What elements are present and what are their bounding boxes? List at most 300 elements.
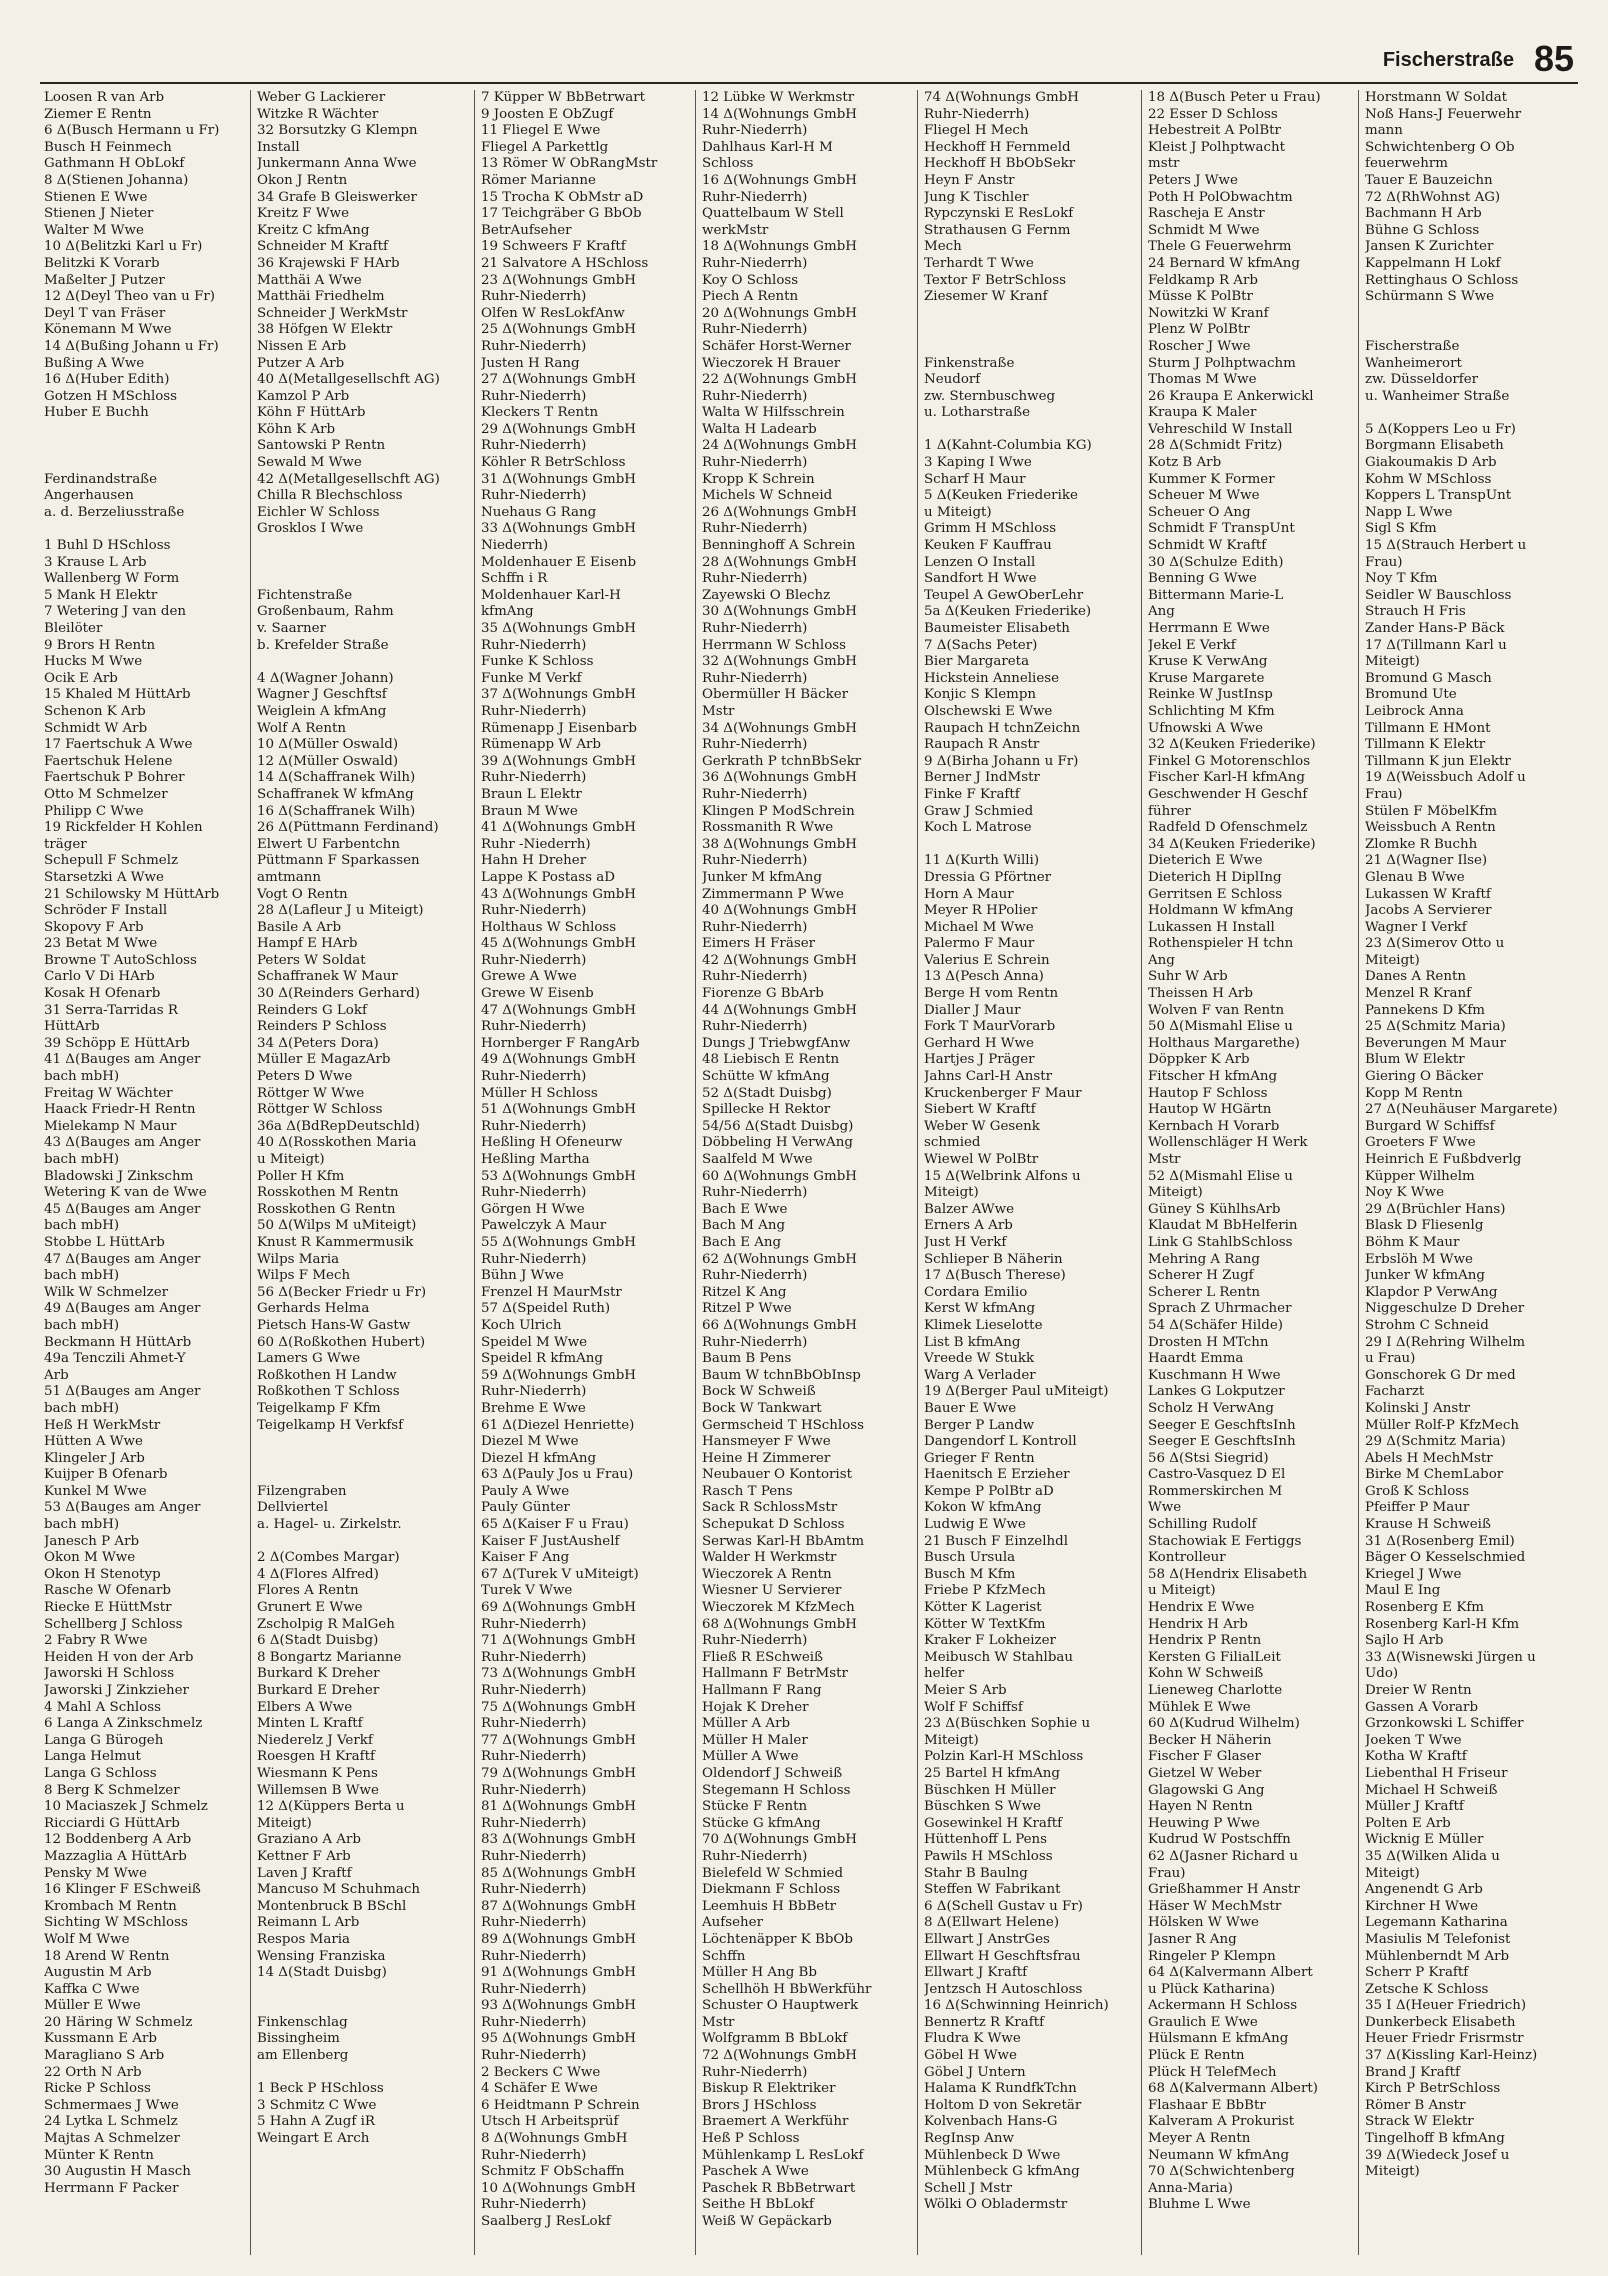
directory-entry: Kriegel J Wwe	[1365, 1566, 1462, 1582]
directory-entry: Nissen E Arb	[257, 338, 347, 354]
directory-entry	[1365, 322, 1585, 339]
directory-entry: Schlichting M Kfm	[1148, 703, 1275, 719]
directory-entry: Kohn W Schweiß	[1148, 1666, 1264, 1682]
directory-entry: Wilk W Schmelzer	[44, 1284, 169, 1300]
directory-entry: 12 Δ(Küppers Berta u	[257, 1799, 405, 1815]
directory-entry: 13 Δ(Pesch Anna)	[924, 969, 1044, 985]
directory-entry: 10 Δ(Wohnungs GmbH	[481, 2180, 636, 2196]
directory-entry: Scherer L Rentn	[1148, 1284, 1260, 1300]
directory-entry: Ringeler P Klempn	[1148, 1948, 1276, 1964]
directory-entry: Ruhr-Niederrh)	[702, 1268, 808, 1284]
directory-entry: Jacobs A Servierer	[1365, 903, 1492, 919]
directory-entry: Serwas Karl-H BbAmtm	[702, 1533, 865, 1549]
directory-entry: 5 Δ(Koppers Leo u Fr)	[1365, 421, 1516, 437]
directory-entry: 24 Bernard W kfmAng	[1148, 255, 1300, 271]
directory-entry: Frau)	[1148, 1865, 1186, 1881]
directory-entry: Graziano A Arb	[257, 1832, 361, 1848]
directory-entry: 28 Δ(Lafleur J u Miteigt)	[257, 903, 424, 919]
directory-entry: Valerius E Schrein	[924, 952, 1050, 968]
directory-entry: Heckhoff H Fernmeld	[924, 139, 1071, 155]
directory-entry: Ruhr-Niederrh)	[481, 1815, 587, 1831]
directory-entry: Pauly A Wwe	[481, 1483, 570, 1499]
directory-entry: Ruhr-Niederrh)	[481, 2197, 587, 2213]
directory-entry: Mühlenbeck D Wwe	[924, 2147, 1061, 2163]
directory-entry: 47 Δ(Wohnungs GmbH	[481, 1002, 636, 1018]
directory-entry: Herrmann F Packer	[44, 2180, 179, 2196]
directory-entry: 6 Δ(Schell Gustav u Fr)	[924, 1898, 1083, 1914]
directory-entry: 17 Δ(Busch Therese)	[924, 1268, 1066, 1284]
directory-entry: Kappelmann H Lokf	[1365, 255, 1501, 271]
directory-entry	[924, 339, 1144, 356]
directory-entry: Siebert W Kraftf	[924, 1102, 1036, 1118]
directory-entry: Mancuso M Schuhmach	[257, 1882, 420, 1898]
directory-entry: 15 Trocha K ObMstr aD	[481, 189, 644, 205]
directory-entry: Miteigt)	[924, 1185, 979, 1201]
directory-entry: Haardt Emma	[1148, 1351, 1244, 1367]
directory-entry: Holtom D von Sekretär	[924, 2097, 1082, 2113]
directory-entry: Neudorf	[924, 372, 981, 388]
directory-entry: Belitzki K Vorarb	[44, 255, 160, 271]
directory-entry: Ruhr-Niederrh)	[702, 521, 808, 537]
directory-entry: Sigl S Kfm	[1365, 521, 1437, 537]
directory-entry: Schuster O Hauptwerk	[702, 1998, 859, 2014]
directory-entry: Neubauer O Kontorist	[702, 1467, 852, 1483]
directory-entry: Jansen K Zurichter	[1365, 239, 1494, 255]
directory-entry: Kokon W kfmAng	[924, 1500, 1042, 1516]
directory-entry: Halama K RundfkTchn	[924, 2081, 1077, 2097]
directory-entry: Rosenberg Karl-H Kfm	[1365, 1616, 1520, 1632]
directory-entry: 9 Δ(Birha Johann u Fr)	[924, 753, 1079, 769]
directory-entry: Pensky M Wwe	[44, 1865, 147, 1881]
directory-entry: Hampf E HArb	[257, 936, 358, 952]
directory-entry: Ruhr-Niederrh)	[481, 1019, 587, 1035]
directory-entry: Seithe H BbLokf	[702, 2197, 814, 2213]
directory-entry: Heßling H Ofeneurw	[481, 1135, 623, 1151]
directory-entry: Krombach M Rentn	[44, 1898, 177, 1914]
directory-entry: Ruhr-Niederrh)	[702, 388, 808, 404]
directory-entry: Lukassen H Install	[1148, 919, 1275, 935]
directory-entry: 34 Δ(Peters Dora)	[257, 1035, 379, 1051]
directory-entry: Erners A Arb	[924, 1218, 1013, 1234]
directory-entry: Ruhr-Niederrh)	[481, 1749, 587, 1765]
directory-entry: Wolven F van Rentn	[1148, 1002, 1285, 1018]
directory-entry: Fischer Karl-H kfmAng	[1148, 770, 1305, 786]
directory-entry: Lankes G Lokputzer	[1148, 1384, 1285, 1400]
directory-entry: 53 Δ(Bauges am Anger	[44, 1500, 201, 1516]
directory-entry: Kaiser F Ang	[481, 1550, 570, 1566]
directory-entry: Müller H Schloss	[481, 1085, 598, 1101]
directory-entry: Ruhr-Niederrh)	[702, 189, 808, 205]
directory-entry: Sewald M Wwe	[257, 455, 362, 471]
directory-entry	[257, 555, 477, 572]
directory-entry: Ruhr-Niederrh)	[702, 969, 808, 985]
directory-entry: 91 Δ(Wohnungs GmbH	[481, 1965, 636, 1981]
directory-entry: Wiesmann K Pens	[257, 1765, 378, 1781]
directory-entry: Langa G Schloss	[44, 1765, 157, 1781]
directory-entry: Okon M Wwe	[44, 1550, 136, 1566]
directory-entry: Rothenspieler H tchn	[1148, 936, 1294, 952]
directory-entry: Dungs J TriebwgfAnw	[702, 1035, 851, 1051]
directory-entry: 19 Δ(Berger Paul uMiteigt)	[924, 1384, 1109, 1400]
directory-entry: 83 Δ(Wohnungs GmbH	[481, 1832, 636, 1848]
directory-entry: Teupel A GewOberLehr	[924, 587, 1084, 603]
directory-entry: Cordara Emilio	[924, 1284, 1028, 1300]
directory-entry: Bühn J Wwe	[481, 1268, 564, 1284]
directory-entry: Kersten G FilialLeit	[1148, 1649, 1281, 1665]
directory-entry: Kuschmann H Wwe	[1148, 1367, 1281, 1383]
directory-entry: 16 Δ(Wohnungs GmbH	[702, 172, 857, 188]
directory-entry: Herrmann E Wwe	[1148, 621, 1270, 636]
directory-entry: Ziesemer W Kranf	[924, 289, 1048, 305]
directory-entry: 23 Δ(Büschken Sophie u	[924, 1716, 1091, 1732]
directory-entry	[257, 654, 477, 671]
directory-entry: BetrAufseher	[481, 222, 572, 238]
directory-entry: Koch Ulrich	[481, 1317, 562, 1333]
directory-entry: Miteigt)	[1365, 654, 1420, 670]
directory-entry: Radfeld D Ofenschmelz	[1148, 820, 1308, 836]
directory-entry: Raupach H tchnZeichn	[924, 720, 1081, 736]
directory-entry: mann	[1365, 123, 1403, 139]
directory-entry: Tingelhoff B kfmAng	[1365, 2131, 1505, 2147]
directory-entry: 4 Schäfer E Wwe	[481, 2081, 598, 2097]
directory-entry: Hallmann F BetrMstr	[702, 1666, 848, 1682]
directory-entry: Heß H WerkMstr	[44, 1417, 161, 1433]
directory-entry	[257, 1982, 477, 1999]
directory-entry: 38 Δ(Wohnungs GmbH	[702, 836, 857, 852]
directory-entry: Sturm J Polhptwachm	[1148, 355, 1296, 371]
directory-entry: Ferdinandstraße	[44, 471, 158, 487]
directory-entry: 28 Δ(Wohnungs GmbH	[702, 554, 857, 570]
directory-entry: Udo)	[1365, 1666, 1399, 1682]
directory-entry: Holdmann W kfmAng	[1148, 903, 1294, 919]
directory-entry: 16 Klinger F ESchweiß	[44, 1882, 201, 1898]
directory-entry: Teigelkamp F Kfm	[257, 1400, 381, 1416]
directory-entry: Lieneweg Charlotte	[1148, 1683, 1283, 1698]
directory-entry: Burkard K Dreher	[257, 1666, 380, 1682]
directory-entry: Thomas M Wwe	[1148, 372, 1257, 388]
directory-entry: Löchtenäpper K BbOb	[702, 1931, 853, 1947]
directory-entry: Göbel J Untern	[924, 2064, 1026, 2080]
directory-entry: 2 Beckers C Wwe	[481, 2064, 601, 2080]
directory-entry: Fitscher H kfmAng	[1148, 1069, 1278, 1085]
directory-entry: bach mbH)	[44, 1517, 120, 1533]
directory-entry: 27 Δ(Neuhäuser Margarete)	[1365, 1102, 1558, 1118]
directory-entry: Ritzel K Ang	[702, 1284, 787, 1300]
directory-entry: Kolvenbach Hans-G	[924, 2114, 1058, 2130]
directory-entry: Chilla R Blechschloss	[257, 488, 403, 504]
directory-entry: Arb	[44, 1367, 69, 1383]
directory-entry: Groeters F Wwe	[1365, 1135, 1476, 1151]
directory-entry: Weiglein A kfmAng	[257, 703, 387, 719]
directory-entry: 62 Δ(Wohnungs GmbH	[702, 1251, 857, 1267]
directory-entry: Saalberg J ResLokf	[481, 2214, 611, 2229]
directory-entry: Install	[257, 139, 300, 155]
directory-entry: 8 Δ(Stienen Johanna)	[44, 172, 189, 188]
directory-entry: 21 Schilowsky M HüttArb	[44, 886, 220, 902]
directory-entry: Elbers A Wwe	[257, 1699, 353, 1715]
directory-entry: 3 Schmitz C Wwe	[257, 2097, 377, 2113]
directory-entry	[44, 438, 250, 455]
directory-entry: Strathausen G Fernm	[924, 222, 1071, 238]
directory-entry: Müller H Ang Bb	[702, 1965, 817, 1981]
directory-entry: Ocik E Arb	[44, 670, 118, 686]
directory-entry: Grießhammer H Anstr	[1148, 1882, 1300, 1898]
directory-entry: Strack W Elektr	[1365, 2114, 1474, 2130]
directory-entry: 39 Δ(Wiedeck Josef u	[1365, 2147, 1510, 2163]
directory-entry: 30 Δ(Schulze Edith)	[1148, 554, 1284, 570]
directory-entry: Schäfer Horst-Werner	[702, 338, 851, 354]
directory-entry: 74 Δ(Wohnungs GmbH	[924, 90, 1079, 105]
directory-entry: Büschken H Müller	[924, 1782, 1056, 1798]
directory-entry: Bachmann H Arb	[1365, 206, 1482, 222]
directory-entry: Moldenhauer E Eisenb	[481, 554, 637, 570]
directory-entry: Ufnowski A Wwe	[1148, 720, 1263, 736]
directory-entry: kfmAng	[481, 604, 534, 620]
directory-entry	[924, 837, 1144, 854]
directory-entry: Ruhr-Niederrh)	[702, 1848, 808, 1864]
directory-entry: 25 Δ(Wohnungs GmbH	[481, 322, 636, 338]
directory-entry: Piech A Rentn	[702, 289, 799, 305]
directory-entry: 60 Δ(Kudrud Wilhelm)	[1148, 1716, 1300, 1732]
directory-entry	[1365, 405, 1585, 422]
directory-entry: Stücke F Rentn	[702, 1799, 808, 1815]
directory-entry	[924, 422, 1144, 439]
directory-entry: Hucks M Wwe	[44, 654, 143, 670]
directory-entry: Fließ R ESchweiß	[702, 1649, 824, 1665]
directory-entry: Keuken F Kauffrau	[924, 538, 1052, 554]
directory-entry: Fork T MaurVorarb	[924, 1019, 1056, 1035]
directory-entry: 44 Δ(Wohnungs GmbH	[702, 1002, 857, 1018]
directory-entry: Könemann M Wwe	[44, 322, 172, 338]
directory-entry: 9 Brors H Rentn	[44, 637, 156, 653]
directory-entry: Ruhr-Niederrh)	[481, 338, 587, 354]
directory-entry: Mazzaglia A HüttArb	[44, 1848, 187, 1864]
directory-entry: Schmidt W Kraftf	[1148, 538, 1267, 554]
directory-entry: 17 Teichgräber G BbOb	[481, 206, 642, 222]
directory-entry: Ellwart J AnstrGes	[924, 1931, 1050, 1947]
directory-entry: 16 Δ(Huber Edith)	[44, 372, 170, 388]
directory-entry: Kamzol P Arb	[257, 388, 350, 404]
directory-entry: Ruhr-Niederrh)	[481, 438, 587, 454]
directory-entry: Klimek Lieselotte	[924, 1317, 1043, 1333]
directory-entry: Thele G Feuerwehrm	[1148, 239, 1292, 255]
directory-entry: Schmitz F ObSchaffn	[481, 2164, 625, 2180]
directory-entry: Ruhr-Niederrh)	[481, 1118, 587, 1134]
directory-entry: 1 Beck P HSchloss	[257, 2081, 384, 2097]
directory-entry: 72 Δ(Wohnungs GmbH	[702, 2048, 857, 2064]
directory-entry: Dreier W Rentn	[1365, 1683, 1472, 1698]
directory-entry: Braemert A Werkführ	[702, 2114, 849, 2130]
directory-entry: Seidler W Bauschloss	[1365, 587, 1512, 603]
directory-entry: 28 Δ(Schmidt Fritz)	[1148, 438, 1283, 454]
directory-entry: 23 Betat M Wwe	[44, 936, 158, 952]
directory-entry: 10 Maciaszek J Schmelz	[44, 1799, 208, 1815]
directory-entry: Frau)	[1365, 554, 1403, 570]
directory-entry: 19 Schweers F Kraftf	[481, 239, 626, 255]
directory-entry: Miteigt)	[1148, 1185, 1203, 1201]
directory-entry: u. Lotharstraße	[924, 405, 1030, 421]
directory-entry: 72 Δ(RhWohnst AG)	[1365, 189, 1501, 205]
directory-entry: Püttmann F Sparkassen	[257, 853, 420, 869]
directory-entry: 16 Δ(Schaffranek Wilh)	[257, 803, 416, 819]
directory-entry: Fliegel H Mech	[924, 123, 1029, 139]
directory-entry: 49 Δ(Wohnungs GmbH	[481, 1052, 636, 1068]
directory-entry: Wieczorek A Rentn	[702, 1566, 832, 1582]
directory-entry: Knust R Kammermusik	[257, 1234, 414, 1250]
directory-entry	[257, 1434, 477, 1451]
directory-entry: Hülsmann E kfmAng	[1148, 2031, 1289, 2047]
directory-entry: Hornberger F RangArb	[481, 1035, 640, 1051]
directory-entry: Hütten A Wwe	[44, 1434, 143, 1450]
directory-entry: Konjic S Klempn	[924, 687, 1037, 703]
directory-entry: 34 Δ(Keuken Friederike)	[1148, 836, 1316, 852]
directory-entry: Facharzt	[1365, 1384, 1425, 1400]
directory-entry: 2 Fabry R Wwe	[44, 1633, 148, 1649]
directory-entry: u Miteigt)	[257, 1152, 325, 1167]
directory-entry: Blum W Elektr	[1365, 1052, 1465, 1068]
directory-entry: 22 Orth N Arb	[44, 2064, 142, 2080]
directory-entry: Müller A Wwe	[702, 1749, 799, 1765]
directory-entry: Ruhr-Niederrh)	[481, 952, 587, 968]
directory-entry: 59 Δ(Wohnungs GmbH	[481, 1367, 636, 1383]
directory-entry: Schürmann S Wwe	[1365, 289, 1495, 305]
directory-entry: Poller H Kfm	[257, 1168, 345, 1184]
directory-entry: Ruhr-Niederrh)	[702, 1334, 808, 1350]
directory-entry: Gerhard H Wwe	[924, 1035, 1034, 1051]
directory-entry: Ruhr-Niederrh)	[481, 2048, 587, 2064]
directory-entry: 15 Khaled M HüttArb	[44, 687, 191, 703]
directory-entry	[257, 571, 477, 588]
directory-entry: Weingart E Arch	[257, 2131, 370, 2147]
directory-entry: Ruhr-Niederrh)	[481, 2014, 587, 2030]
directory-entry: Bock W Tankwart	[702, 1400, 822, 1416]
directory-entry: Müller Rolf-P KfzMech	[1365, 1417, 1519, 1433]
directory-entry: Bußing A Wwe	[44, 355, 145, 371]
directory-entry: Lamers G Wwe	[257, 1351, 361, 1367]
directory-entry: 75 Δ(Wohnungs GmbH	[481, 1699, 636, 1715]
directory-entry: Napp L Wwe	[1365, 504, 1453, 520]
directory-entry: Deyl T van Fräser	[44, 305, 166, 321]
directory-entry	[257, 1451, 477, 1468]
directory-entry: Busch M Kfm	[924, 1566, 1016, 1582]
directory-entry: 18 Δ(Wohnungs GmbH	[702, 239, 857, 255]
directory-entry: bach mbH)	[44, 1069, 120, 1085]
directory-entry: 4 Δ(Flores Alfred)	[257, 1566, 379, 1582]
directory-entry: Stienen J Nieter	[44, 206, 154, 222]
directory-entry: 77 Δ(Wohnungs GmbH	[481, 1732, 636, 1748]
directory-entry: 11 Fliegel E Wwe	[481, 123, 601, 139]
directory-entry: Köhler R BetrSchloss	[481, 455, 626, 471]
directory-entry: Grunert E Wwe	[257, 1600, 363, 1616]
directory-entry: Jaworski J Zinkzieher	[44, 1683, 189, 1698]
directory-entry	[257, 1467, 477, 1484]
directory-entry: Ruhr-Niederrh)	[481, 2147, 587, 2163]
directory-entry: Huber E Buchh	[44, 405, 149, 421]
directory-entry: Skopovy F Arb	[44, 919, 144, 935]
directory-entry: Ruhr-Niederrh)	[481, 488, 587, 504]
directory-entry: Zlomke R Buchh	[1365, 836, 1478, 852]
directory-entry: 36 Δ(Wohnungs GmbH	[702, 770, 857, 786]
directory-entry: Schlieper B Näherin	[924, 1251, 1063, 1267]
directory-entry: Kunkel M Wwe	[44, 1483, 147, 1499]
directory-entry: Erbslöh M Wwe	[1365, 1251, 1473, 1267]
directory-entry: 8 Δ(Ellwart Helene)	[924, 1915, 1060, 1931]
directory-entry: Neumann W kfmAng	[1148, 2147, 1290, 2163]
directory-entry: Schwichtenberg O Ob	[1365, 139, 1515, 155]
directory-entry: Ruhr-Niederrh)	[481, 388, 587, 404]
directory-entry: Bäger O Kesselschmied	[1365, 1550, 1526, 1566]
directory-entry: Pauly Günter	[481, 1500, 570, 1516]
directory-entry: Schepull F Schmelz	[44, 853, 179, 869]
directory-entry: Schmidt M Wwe	[1148, 222, 1260, 238]
directory-entry: Kruse Margarete	[1148, 670, 1265, 686]
directory-entry: Scharf H Maur	[924, 471, 1026, 487]
directory-entry: Groß K Schloss	[1365, 1483, 1470, 1499]
directory-entry: Ziemer E Rentn	[44, 106, 152, 122]
directory-entry: Theissen H Arb	[1148, 986, 1253, 1002]
directory-column-1	[40, 90, 250, 2255]
directory-entry: 85 Δ(Wohnungs GmbH	[481, 1865, 636, 1881]
directory-entry: Kummer K Former	[1148, 471, 1275, 487]
directory-entry: 50 Δ(Wilps M uMiteigt)	[257, 1218, 417, 1234]
directory-entry: Polten E Arb	[1365, 1815, 1451, 1831]
directory-entry: u Miteigt)	[924, 504, 992, 520]
directory-entry: 15 Δ(Welbrink Alfons u	[924, 1168, 1081, 1184]
directory-entry: Rommerskirchen M	[1148, 1483, 1283, 1499]
directory-entry: Rettinghaus O Schloss	[1365, 272, 1519, 288]
directory-entry: Carlo V Di HArb	[44, 969, 155, 985]
directory-entry: Heßling Martha	[481, 1152, 590, 1167]
directory-entry: Wolf F Schiffsf	[924, 1699, 1023, 1715]
directory-entry: Müsse K PolBtr	[1148, 289, 1253, 305]
directory-entry: Holthaus Margarethe)	[1148, 1035, 1300, 1051]
directory-entry: 4 Δ(Wagner Johann)	[257, 670, 394, 686]
directory-entry: helfer	[924, 1666, 965, 1682]
directory-entry: 8 Berg K Schmelzer	[44, 1782, 180, 1798]
directory-entry: Michels W Schneid	[702, 488, 833, 504]
directory-entry: Braun M Wwe	[481, 803, 578, 819]
directory-entry: Ruhr-Niederrh)	[702, 455, 808, 471]
directory-entry: Wetering K van de Wwe	[44, 1185, 207, 1201]
directory-entry: am Ellenberg	[257, 2048, 349, 2064]
directory-entry: Starsetzki A Wwe	[44, 869, 164, 885]
directory-entry: Stahr B Baulng	[924, 1865, 1028, 1881]
directory-entry: 15 Δ(Strauch Herbert u	[1365, 538, 1527, 554]
directory-entry: Strauch H Fris	[1365, 604, 1466, 620]
directory-entry: Faertschuk Helene	[44, 753, 173, 769]
directory-entry: Walta H Ladearb	[702, 421, 817, 437]
page-number: 85	[1533, 38, 1574, 79]
directory-entry: Geschwender H Geschf	[1148, 786, 1308, 802]
directory-entry: Respos Maria	[257, 1931, 351, 1947]
directory-entry: a. d. Berzeliusstraße	[44, 504, 185, 520]
directory-entry: Quattelbaum W Stell	[702, 206, 844, 222]
directory-entry: Finke F Kraftf	[924, 786, 1020, 802]
directory-entry: Basile A Arb	[257, 919, 342, 935]
directory-entry: Niggeschulze D Dreher	[1365, 1301, 1525, 1317]
directory-entry: Miteigt)	[924, 1732, 979, 1748]
directory-entry: Mielekamp N Maur	[44, 1118, 177, 1134]
directory-entry: Grzonkowski L Schiffer	[1365, 1716, 1524, 1732]
directory-entry: Grieger F Rentn	[924, 1450, 1035, 1466]
directory-entry: Schellberg J Schloss	[44, 1616, 183, 1632]
directory-entry: 17 Δ(Tillmann Karl u	[1365, 637, 1507, 653]
directory-entry: Müller E MagazArb	[257, 1052, 391, 1068]
directory-entry: Schffn i R	[481, 571, 548, 587]
directory-entry: bach mbH)	[44, 1400, 120, 1416]
directory-entry: Bier Margareta	[924, 654, 1030, 670]
directory-entry: Grosklos I Wwe	[257, 521, 364, 537]
